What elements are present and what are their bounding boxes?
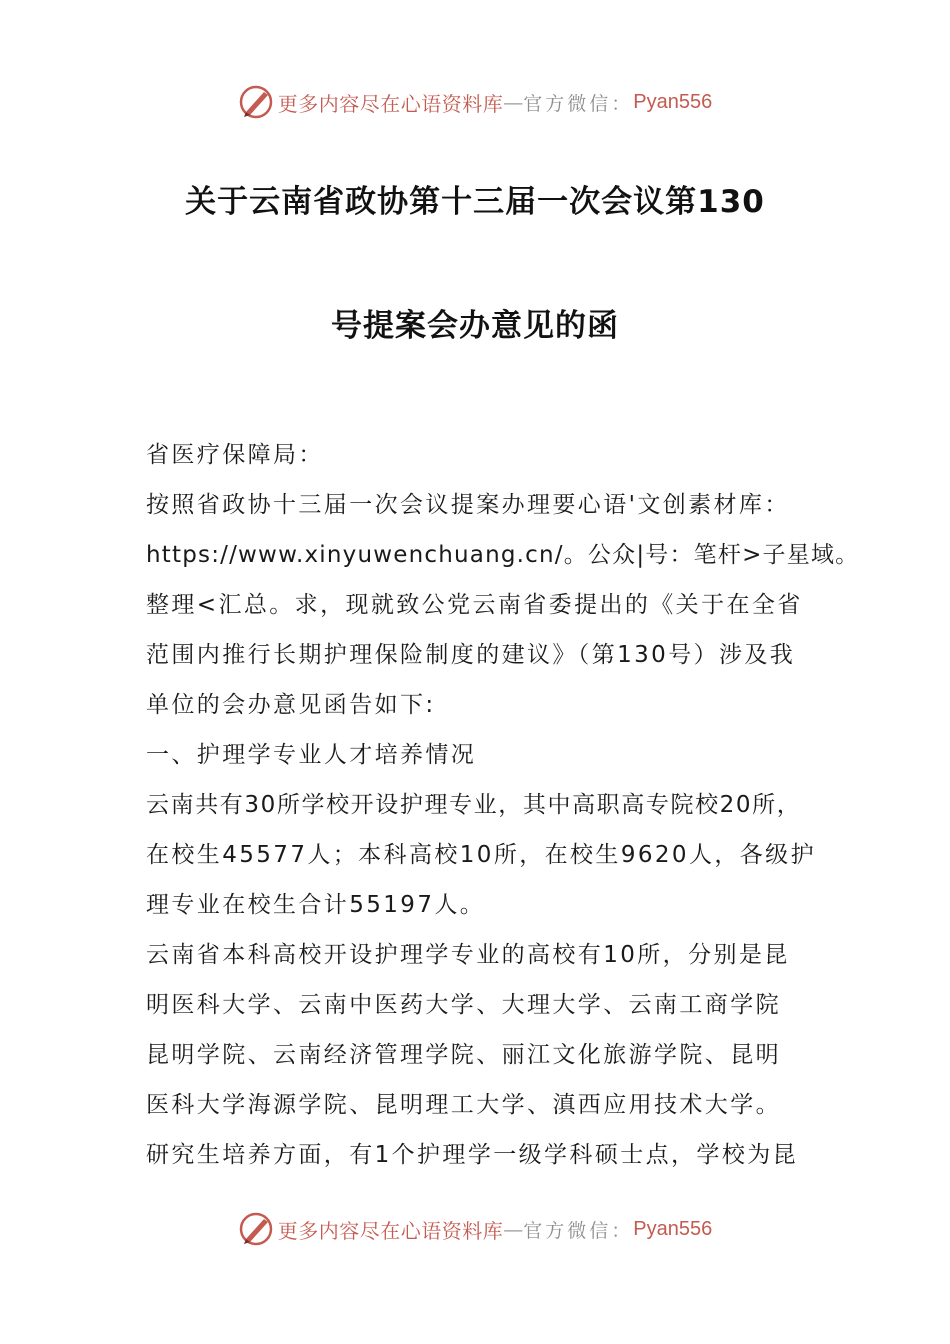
body-line: 明医科大学、云南中医药大学、大理大学、云南工商学院 [146, 992, 781, 1018]
body-line: 理专业在校生合计55197人。 [146, 892, 486, 918]
body-line: 整理<汇总。求，现就致公党云南省委提出的《关于在全省 [146, 592, 803, 618]
watermark-id: Pyan556 [633, 1217, 713, 1240]
footer-watermark [0, 1207, 950, 1251]
body-line: 医科大学海源学院、昆明理工大学、滇西应用技术大学。 [146, 1092, 781, 1118]
document-title-line-1: 关于云南省政协第十三届一次会议第130 [185, 184, 765, 220]
watermark-label: 官方微信： [523, 1219, 634, 1242]
body-line: 单位的会办意见函告如下: [146, 692, 436, 718]
watermark-separator: — [503, 1217, 524, 1241]
header-watermark [0, 80, 950, 124]
watermark-text: 更多内容尽在心语资料库 [277, 91, 504, 116]
watermark-separator: — [503, 90, 524, 114]
body-line: 按照省政协十三届一次会议提案办理要心语'文创素材库： [146, 492, 790, 518]
body-line: 省医疗保障局： [146, 442, 324, 468]
body-line: https://www.xinyuwenchuang.cn/。公众|号：笔杆>子星域。 [146, 542, 860, 568]
pen-logo-icon [238, 84, 274, 120]
document-title-line-2: 号提案会办意见的函 [331, 308, 619, 344]
body-line: 昆明学院、云南经济管理学院、丽江文化旅游学院、昆明 [146, 1042, 781, 1068]
watermark-label: 官方微信： [523, 92, 634, 115]
watermark-text: 更多内容尽在心语资料库 [277, 1218, 504, 1243]
body-line: 范围内推行长期护理保险制度的建议》（第130号）涉及我 [146, 642, 796, 668]
body-line: 研究生培养方面，有1个护理学一级学科硕士点，学校为昆 [146, 1142, 799, 1168]
body-line: 云南共有30所学校开设护理专业，其中高职高专院校20所， [146, 792, 802, 818]
section-heading: 一、护理学专业人才培养情况 [146, 742, 477, 768]
body-line: 云南省本科高校开设护理学专业的高校有10所，分别是昆 [146, 942, 790, 968]
pen-logo-icon [238, 1211, 274, 1247]
body-line: 在校生45577人；本科高校10所，在校生9620人，各级护 [146, 842, 816, 868]
watermark-id: Pyan556 [633, 90, 713, 113]
